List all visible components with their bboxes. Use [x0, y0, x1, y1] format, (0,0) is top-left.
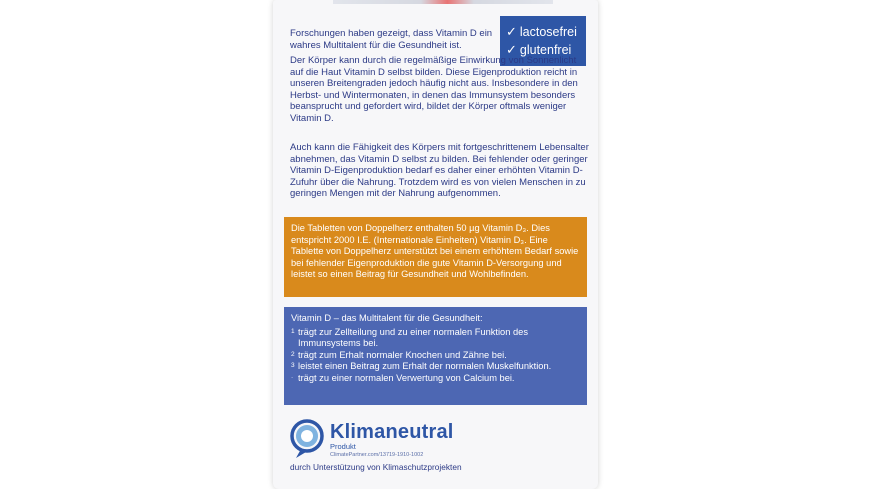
intro-text: Forschungen haben gezeigt, dass Vitamin D ein wahres Multitalent für die Gesundheit ist.	[290, 28, 493, 51]
package-back-panel	[273, 0, 598, 489]
health-claims-box	[284, 307, 587, 405]
footnote-mark: ·	[291, 373, 294, 381]
footnote-mark: 3	[291, 362, 295, 370]
health-claims-title: Vitamin D – das Multitalent für die Gesundheit:	[291, 313, 483, 323]
dosage-text: Die Tabletten von Doppelherz enthalten 50 µg Vitamin D₃. Dies entspricht 2000 I.E. (Internationale Einheiten) Vitamin D₃. Eine Tablette von Doppelherz unterstützt bei einem erhöhtem Bedarf sowie bei fehlender Eigenproduktion die gute Vitamin D-Versorgung und leistet so einen Beitrag für Gesundheit und Wohlbefinden.	[291, 223, 579, 280]
list-item-text: trägt zum Erhalt normaler Knochen und Zähne bei.	[298, 349, 507, 360]
list-item	[291, 327, 580, 350]
climate-partner-logo-icon	[290, 419, 326, 459]
list-item	[291, 373, 580, 385]
list-item	[291, 361, 580, 373]
badge-gluten-label: glutenfrei	[519, 43, 572, 57]
list-item-text: trägt zu einer normalen Verwertung von Calcium bei.	[298, 372, 515, 383]
list-item-text: trägt zur Zellteilung und zu einer normalen Funktion des Immunsystems bei.	[298, 326, 528, 349]
list-item	[291, 350, 580, 362]
body-paragraph-age: Auch kann die Fähigkeit des Körpers mit fortgeschrittenem Lebensalter abnehmen, das Vitamin D selbst zu bilden. Bei fehlender oder geringer Vitamin D-Eigenproduktion bedarf es daher einer erhöhten Vitamin D-Zufuhr über die Nahrung. Trotzdem wird es von vielen Menschen in zu geringen Mengen mit der Nahrung aufgenommen.	[290, 142, 589, 200]
badge-lactose-label: lactosefrei	[519, 25, 577, 39]
badge-lactose	[506, 23, 586, 41]
dosage-info-box	[284, 217, 587, 297]
climate-url: ClimatePartner.com/13719-1910-1002	[330, 452, 424, 458]
footnote-mark: 2	[291, 350, 295, 358]
top-label-strip	[333, 0, 553, 4]
check-icon: ✓	[506, 24, 517, 39]
list-item-text: leistet einen Beitrag zum Erhalt der normalen Muskelfunktion.	[298, 361, 552, 372]
climate-note: durch Unterstützung von Klimaschutzprojekten	[290, 462, 462, 472]
body-paragraph-sunlight: Der Körper kann durch die regelmäßige Einwirkung von Sonnenlicht auf die Haut Vitamin D selbst bilden. Diese Eigenproduktion reicht in unseren Breitengraden jedoch häufig nicht aus. Insbesondere in den Herbst- und Wintermonaten, in denen das Immunsystem besonders beansprucht und gefordert wird, bildet der Körper oftmals weniger Vitamin D.	[290, 55, 578, 124]
intro-paragraph	[290, 28, 500, 51]
footnote-mark: 1	[291, 327, 295, 335]
climate-neutral-label	[290, 417, 590, 477]
climate-subtitle: Produkt	[330, 442, 356, 451]
check-icon: ✓	[506, 42, 517, 57]
climate-title: Klimaneutral	[330, 421, 454, 443]
